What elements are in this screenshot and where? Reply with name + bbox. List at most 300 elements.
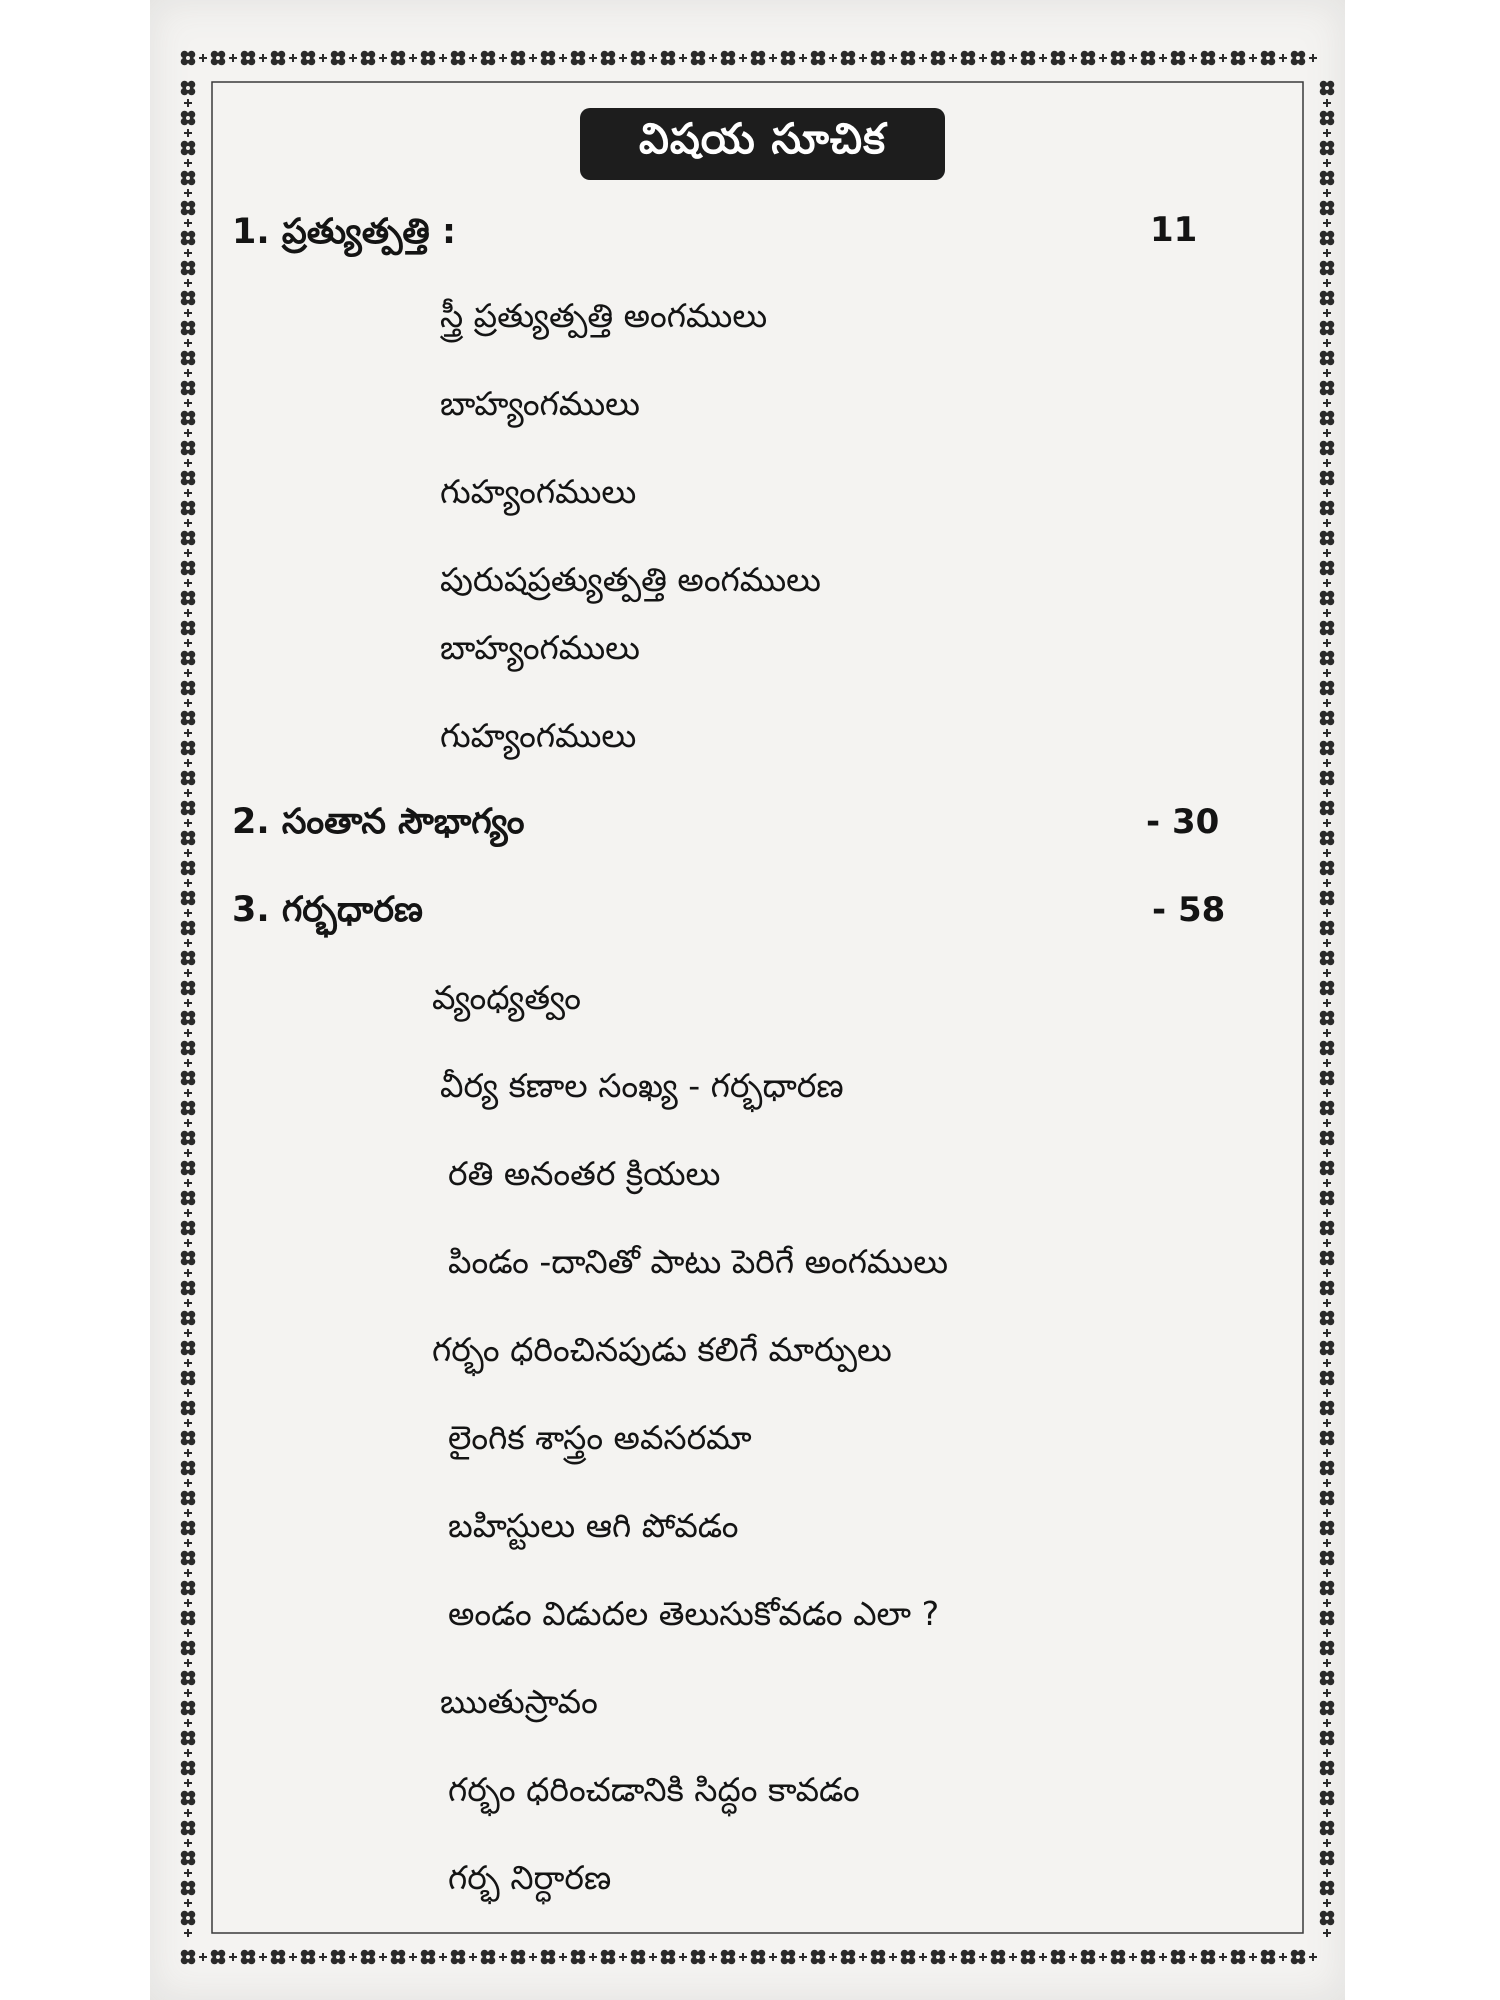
border-flower: [181, 231, 196, 246]
border-sprig: [184, 1899, 192, 1907]
border-flower: [1320, 1581, 1335, 1596]
border-sprig: [859, 1953, 867, 1961]
border-flower: [1320, 1461, 1335, 1476]
border-sprig: [1323, 219, 1331, 227]
border-flower: [181, 51, 196, 66]
border-sprig: [1159, 1953, 1167, 1961]
border-flower: [601, 51, 616, 66]
border-sprig: [319, 1953, 327, 1961]
border-flower: [1291, 51, 1306, 66]
border-flower: [181, 1641, 196, 1656]
border-flower: [1320, 1071, 1335, 1086]
border-sprig: [709, 1953, 717, 1961]
border-flower: [181, 1401, 196, 1416]
border-sprig: [184, 999, 192, 1007]
border-sprig: [1323, 249, 1331, 257]
border-flower: [181, 1521, 196, 1536]
border-sprig: [184, 1089, 192, 1097]
border-sprig: [184, 1179, 192, 1187]
border-sprig: [184, 1869, 192, 1877]
border-sprig: [289, 54, 297, 62]
border-flower: [1320, 831, 1335, 846]
section-page-3: - 58: [1152, 890, 1226, 930]
border-sprig: [1323, 609, 1331, 617]
border-sprig: [184, 399, 192, 407]
border-sprig: [889, 1953, 897, 1961]
border-sprig: [1323, 1179, 1331, 1187]
border-flower: [181, 531, 196, 546]
border-sprig: [184, 1359, 192, 1367]
border-sprig: [1323, 969, 1331, 977]
border-sprig: [919, 1953, 927, 1961]
border-flower: [1320, 1191, 1335, 1206]
border-sprig: [1323, 309, 1331, 317]
border-sprig: [184, 339, 192, 347]
border-flower: [361, 51, 376, 66]
border-sprig: [184, 159, 192, 167]
border-flower: [181, 1041, 196, 1056]
border-flower: [511, 51, 526, 66]
border-sprig: [1323, 489, 1331, 497]
border-flower: [1021, 1950, 1036, 1965]
border-sprig: [1279, 1953, 1287, 1961]
border-sprig: [1323, 699, 1331, 707]
border-flower: [1320, 1551, 1335, 1566]
border-flower: [1320, 1281, 1335, 1296]
border-flower: [181, 1461, 196, 1476]
border-sprig: [184, 1239, 192, 1247]
border-flower: [1320, 1311, 1335, 1326]
border-flower: [181, 111, 196, 126]
toc-item: బహిస్టులు ఆగి పోవడం: [448, 1506, 739, 1545]
border-sprig: [1323, 1599, 1331, 1607]
border-flower: [481, 1950, 496, 1965]
border-flower: [871, 1950, 886, 1965]
border-sprig: [184, 939, 192, 947]
toc-item: పిండం -దానితో పాటు పెరిగే అంగములు: [448, 1242, 949, 1281]
toc-item: గర్భం ధరించినపుడు కలిగే మార్పులు: [432, 1330, 892, 1369]
border-flower: [1171, 51, 1186, 66]
border-sprig: [829, 54, 837, 62]
border-sprig: [1323, 819, 1331, 827]
border-sprig: [1309, 54, 1317, 62]
border-sprig: [979, 1953, 987, 1961]
border-sprig: [1323, 1329, 1331, 1337]
border-flower: [571, 51, 586, 66]
border-flower: [541, 1950, 556, 1965]
border-flower: [181, 771, 196, 786]
border-flower: [181, 81, 196, 96]
border-sprig: [184, 1509, 192, 1517]
border-sprig: [184, 129, 192, 137]
border-flower: [1320, 1761, 1335, 1776]
border-sprig: [229, 54, 237, 62]
border-flower: [991, 51, 1006, 66]
border-flower: [181, 1791, 196, 1806]
border-sprig: [184, 1449, 192, 1457]
border-sprig: [1323, 639, 1331, 647]
page-title-text: విషయ సూచిక: [638, 114, 887, 163]
border-sprig: [529, 1953, 537, 1961]
border-flower: [1320, 1821, 1335, 1836]
border-sprig: [1323, 1929, 1331, 1937]
border-flower: [181, 621, 196, 636]
border-sprig: [769, 54, 777, 62]
border-flower: [181, 981, 196, 996]
toc-item: వీర్య కణాల సంఖ్య - గర్భధారణ: [440, 1066, 844, 1105]
border-sprig: [859, 54, 867, 62]
border-sprig: [1323, 939, 1331, 947]
border-flower: [181, 291, 196, 306]
border-sprig: [1323, 1419, 1331, 1427]
border-sprig: [1323, 1089, 1331, 1097]
border-flower: [1320, 1101, 1335, 1116]
border-flower: [901, 51, 916, 66]
border-sprig: [184, 879, 192, 887]
border-flower: [1320, 351, 1335, 366]
border-sprig: [739, 54, 747, 62]
border-flower: [181, 561, 196, 576]
border-sprig: [409, 1953, 417, 1961]
border-flower: [1320, 771, 1335, 786]
border-flower: [181, 1191, 196, 1206]
border-sprig: [1189, 54, 1197, 62]
border-flower: [1320, 1911, 1335, 1926]
border-sprig: [1323, 1029, 1331, 1037]
border-sprig: [184, 1329, 192, 1337]
border-flower: [481, 51, 496, 66]
border-sprig: [184, 1629, 192, 1637]
border-flower: [181, 1311, 196, 1326]
border-sprig: [184, 1269, 192, 1277]
border-flower: [1320, 501, 1335, 516]
border-sprig: [1323, 1839, 1331, 1847]
border-sprig: [1323, 849, 1331, 857]
border-sprig: [619, 54, 627, 62]
border-flower: [181, 441, 196, 456]
border-flower: [661, 1950, 676, 1965]
border-flower: [181, 141, 196, 156]
section-page-1: 11: [1150, 210, 1198, 250]
border-flower: [991, 1950, 1006, 1965]
border-flower: [1111, 1950, 1126, 1965]
toc-item: లైంగిక శాస్త్రం అవసరమా: [448, 1418, 752, 1457]
border-flower: [1320, 81, 1335, 96]
border-sprig: [1009, 1953, 1017, 1961]
border-flower: [391, 1950, 406, 1965]
border-flower: [181, 1821, 196, 1836]
border-flower: [1320, 321, 1335, 336]
border-flower: [1320, 621, 1335, 636]
border-sprig: [1323, 1149, 1331, 1157]
border-sprig: [184, 1059, 192, 1067]
border-flower: [181, 711, 196, 726]
border-sprig: [799, 54, 807, 62]
border-sprig: [184, 639, 192, 647]
border-sprig: [184, 1659, 192, 1667]
border-flower: [1201, 51, 1216, 66]
border-flower: [1231, 1950, 1246, 1965]
border-sprig: [229, 1953, 237, 1961]
border-sprig: [1323, 429, 1331, 437]
border-flower: [1231, 51, 1246, 66]
border-flower: [781, 1950, 796, 1965]
border-sprig: [559, 54, 567, 62]
border-flower: [451, 51, 466, 66]
border-flower: [361, 1950, 376, 1965]
border-sprig: [1323, 579, 1331, 587]
border-flower: [691, 51, 706, 66]
border-sprig: [649, 54, 657, 62]
border-sprig: [349, 54, 357, 62]
border-flower: [691, 1950, 706, 1965]
border-sprig: [184, 729, 192, 737]
border-flower: [1320, 591, 1335, 606]
border-sprig: [1323, 1509, 1331, 1517]
border-sprig: [184, 1779, 192, 1787]
border-sprig: [1323, 1299, 1331, 1307]
toc-item: రతి అనంతర క్రియలు: [448, 1154, 721, 1193]
border-sprig: [1323, 99, 1331, 107]
border-sprig: [1323, 1359, 1331, 1367]
border-flower: [1320, 381, 1335, 396]
border-sprig: [1323, 729, 1331, 737]
border-sprig: [769, 1953, 777, 1961]
border-sprig: [1323, 339, 1331, 347]
border-sprig: [184, 1389, 192, 1397]
border-flower: [181, 471, 196, 486]
border-flower: [721, 51, 736, 66]
border-sprig: [949, 1953, 957, 1961]
border-flower: [181, 1731, 196, 1746]
border-flower: [181, 1671, 196, 1686]
border-sprig: [1323, 369, 1331, 377]
border-sprig: [649, 1953, 657, 1961]
section-heading-3: 3. గర్భధారణ: [232, 890, 423, 930]
border-flower: [631, 1950, 646, 1965]
border-flower: [331, 51, 346, 66]
border-sprig: [1069, 1953, 1077, 1961]
border-sprig: [1189, 1953, 1197, 1961]
border-flower: [211, 1950, 226, 1965]
border-sprig: [184, 1719, 192, 1727]
border-sprig: [184, 189, 192, 197]
border-sprig: [289, 1953, 297, 1961]
border-sprig: [1323, 1269, 1331, 1277]
border-sprig: [184, 549, 192, 557]
border-flower: [751, 1950, 766, 1965]
border-sprig: [1323, 399, 1331, 407]
border-sprig: [184, 459, 192, 467]
border-flower: [1320, 1341, 1335, 1356]
border-sprig: [184, 759, 192, 767]
border-flower: [421, 51, 436, 66]
border-flower: [1081, 1950, 1096, 1965]
border-flower: [181, 351, 196, 366]
border-flower: [241, 1950, 256, 1965]
border-sprig: [184, 789, 192, 797]
border-flower: [181, 1131, 196, 1146]
border-sprig: [469, 1953, 477, 1961]
border-flower: [1320, 711, 1335, 726]
border-sprig: [1323, 459, 1331, 467]
border-flower: [181, 201, 196, 216]
border-sprig: [1129, 54, 1137, 62]
border-flower: [451, 1950, 466, 1965]
border-flower: [1051, 1950, 1066, 1965]
border-flower: [661, 51, 676, 66]
border-sprig: [1009, 54, 1017, 62]
border-flower: [1320, 261, 1335, 276]
border-flower: [1320, 1731, 1335, 1746]
border-flower: [1141, 51, 1156, 66]
border-flower: [1320, 1251, 1335, 1266]
border-sprig: [1323, 1209, 1331, 1217]
border-sprig: [949, 54, 957, 62]
border-flower: [1320, 1221, 1335, 1236]
border-sprig: [1099, 54, 1107, 62]
border-flower: [601, 1950, 616, 1965]
toc-item: అండం విడుదల తెలుసుకోవడం ఎలా ?: [448, 1594, 940, 1633]
border-sprig: [739, 1953, 747, 1961]
border-flower: [1320, 1491, 1335, 1506]
border-sprig: [184, 579, 192, 587]
border-flower: [241, 51, 256, 66]
border-flower: [1320, 651, 1335, 666]
border-sprig: [1323, 1689, 1331, 1697]
border-sprig: [184, 1599, 192, 1607]
section-heading-2: 2. సంతాన సౌభాగ్యం: [232, 802, 525, 842]
border-flower: [811, 1950, 826, 1965]
border-flower: [181, 1431, 196, 1446]
border-sprig: [184, 1149, 192, 1157]
border-flower: [1320, 951, 1335, 966]
border-sprig: [349, 1953, 357, 1961]
toc-item: గర్భ నిర్ధారణ: [448, 1858, 612, 1897]
border-flower: [181, 261, 196, 276]
border-sprig: [529, 54, 537, 62]
border-sprig: [1159, 54, 1167, 62]
border-flower: [1320, 1401, 1335, 1416]
border-flower: [841, 51, 856, 66]
border-sprig: [319, 54, 327, 62]
toc-item: పురుషప్రత్యుత్పత్తి అంగములు: [440, 560, 821, 599]
border-flower: [181, 831, 196, 846]
border-flower: [1081, 51, 1096, 66]
border-sprig: [1099, 1953, 1107, 1961]
border-sprig: [184, 669, 192, 677]
border-sprig: [1323, 1659, 1331, 1667]
border-flower: [1320, 171, 1335, 186]
toc-item: వ్యంధ్యత్వం: [432, 978, 582, 1017]
border-flower: [841, 1950, 856, 1965]
border-flower: [1171, 1950, 1186, 1965]
border-flower: [181, 1101, 196, 1116]
border-sprig: [184, 1299, 192, 1307]
border-sprig: [1323, 1569, 1331, 1577]
border-sprig: [1323, 669, 1331, 677]
border-flower: [301, 1950, 316, 1965]
border-flower: [181, 1611, 196, 1626]
border-flower: [1320, 1371, 1335, 1386]
toc-item: ఋతుస్రావం: [440, 1682, 598, 1721]
border-flower: [1291, 1950, 1306, 1965]
border-sprig: [1323, 999, 1331, 1007]
border-flower: [181, 741, 196, 756]
border-sprig: [559, 1953, 567, 1961]
border-flower: [181, 891, 196, 906]
border-flower: [1320, 981, 1335, 996]
border-flower: [1201, 1950, 1216, 1965]
border-flower: [181, 651, 196, 666]
border-sprig: [1323, 909, 1331, 917]
border-sprig: [1323, 1779, 1331, 1787]
border-flower: [391, 51, 406, 66]
border-sprig: [979, 54, 987, 62]
border-flower: [181, 411, 196, 426]
toc-item: గుహ్యంగములు: [440, 716, 637, 755]
border-flower: [1320, 1431, 1335, 1446]
border-flower: [1261, 51, 1276, 66]
border-flower: [181, 381, 196, 396]
toc-item: గుహ్యంగములు: [440, 472, 637, 511]
border-flower: [211, 51, 226, 66]
border-sprig: [1323, 1449, 1331, 1457]
border-flower: [571, 1950, 586, 1965]
border-flower: [1320, 801, 1335, 816]
border-flower: [1320, 891, 1335, 906]
border-flower: [631, 51, 646, 66]
border-flower: [1320, 561, 1335, 576]
border-sprig: [184, 1209, 192, 1217]
border-sprig: [184, 1539, 192, 1547]
border-sprig: [919, 54, 927, 62]
border-sprig: [184, 519, 192, 527]
toc-item: స్త్రీ ప్రత్యుత్పత్తి అంగములు: [440, 296, 768, 335]
border-flower: [181, 171, 196, 186]
border-flower: [1320, 1521, 1335, 1536]
border-flower: [931, 51, 946, 66]
border-sprig: [439, 1953, 447, 1961]
border-sprig: [1219, 54, 1227, 62]
border-sprig: [184, 489, 192, 497]
border-flower: [1320, 141, 1335, 156]
border-flower: [1320, 921, 1335, 936]
border-sprig: [469, 54, 477, 62]
border-sprig: [1323, 189, 1331, 197]
border-sprig: [184, 1839, 192, 1847]
border-sprig: [1323, 759, 1331, 767]
border-sprig: [1323, 1869, 1331, 1877]
border-sprig: [1219, 1953, 1227, 1961]
border-flower: [1320, 1851, 1335, 1866]
border-flower: [181, 1251, 196, 1266]
border-flower: [181, 1701, 196, 1716]
border-sprig: [1069, 54, 1077, 62]
border-sprig: [1323, 1749, 1331, 1757]
border-flower: [1320, 1641, 1335, 1656]
border-flower: [181, 321, 196, 336]
border-flower: [1320, 411, 1335, 426]
border-sprig: [184, 249, 192, 257]
border-sprig: [1249, 54, 1257, 62]
border-flower: [811, 51, 826, 66]
border-flower: [1320, 231, 1335, 246]
border-flower: [1320, 861, 1335, 876]
border-sprig: [184, 309, 192, 317]
border-flower: [181, 591, 196, 606]
border-flower: [961, 1950, 976, 1965]
